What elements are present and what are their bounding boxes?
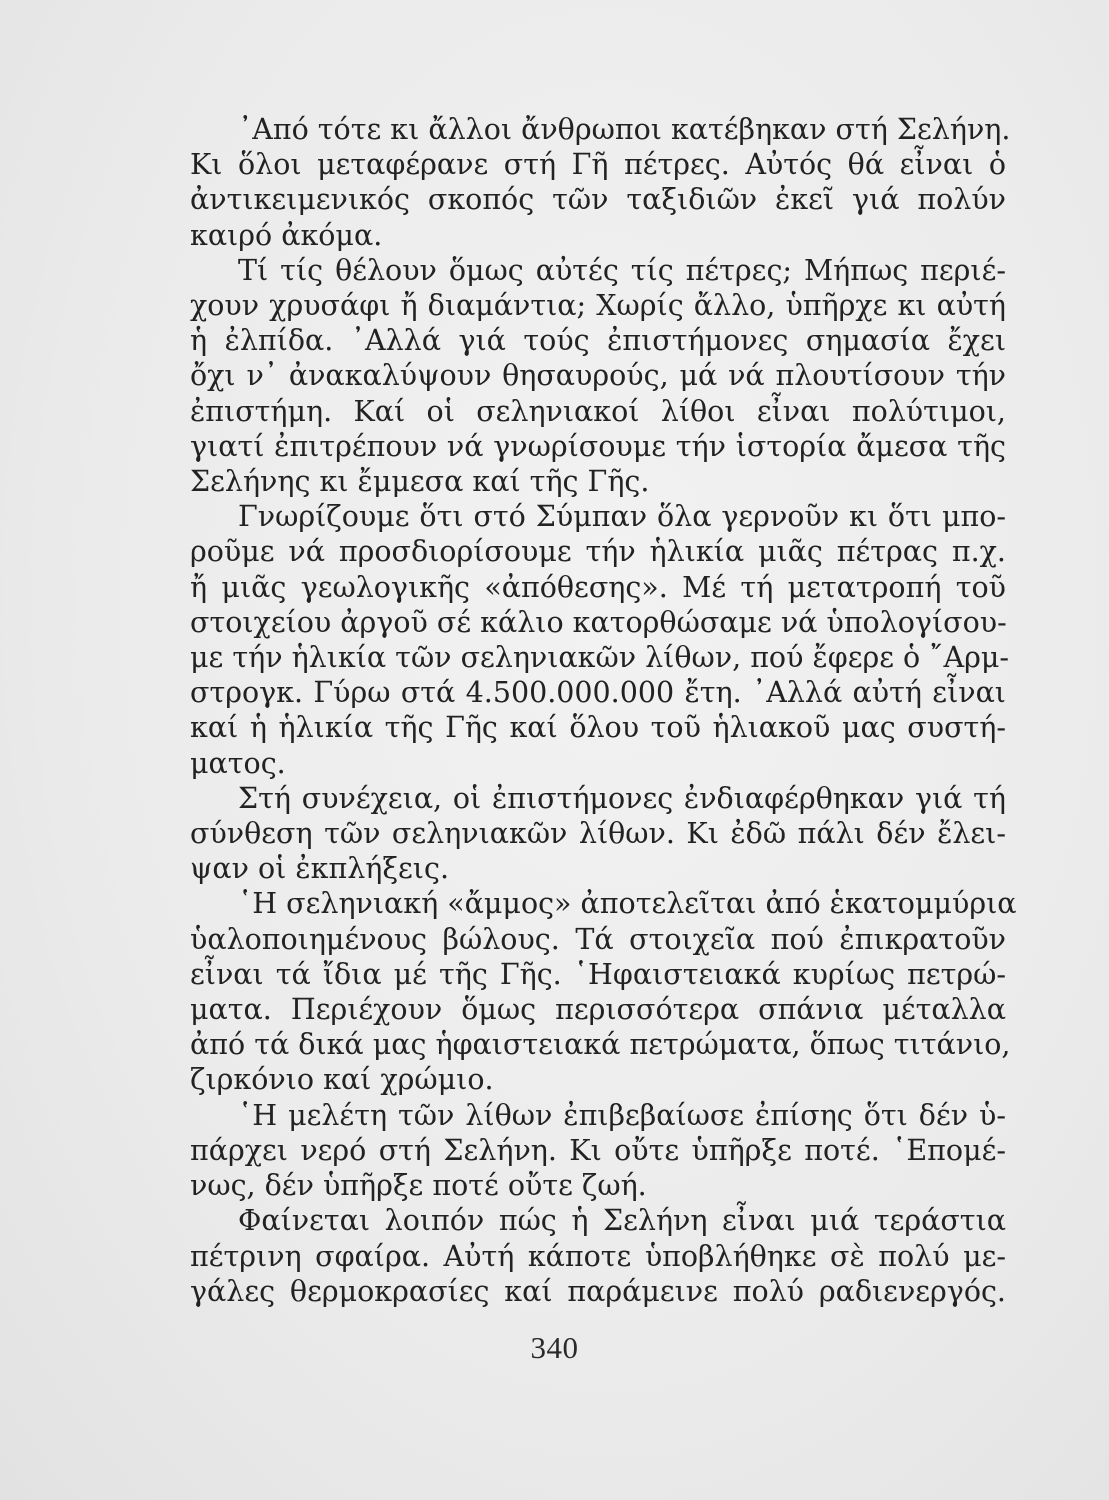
text-line: ἡ ἐλπίδα. ᾿Αλλά γιά τούς ἐπιστήμονες σημασία ἔχει bbox=[190, 324, 1006, 358]
text-line: εἶναι τά ἴδια μέ τῆς Γῆς. ῾Ηφαιστειακά κυρίως πετρώ- bbox=[190, 957, 1006, 991]
text-line: γάλες θερμοκρασίες καί παράμεινε πολύ ραδιενεργός. bbox=[190, 1274, 1006, 1308]
text-line: Κι ὅλοι μεταφέρανε στή Γῆ πέτρες. Αὐτός θά εἶναι ὁ bbox=[190, 148, 1006, 182]
text-line: ματος. bbox=[190, 746, 286, 780]
text-line: με τήν ἡλικία τῶν σεληνιακῶν λίθων, πού ἔφερε ὁ ῎Αρμ- bbox=[190, 641, 1010, 675]
text-line: στρογκ. Γύρω στά 4.500.000.000 ἔτη. ᾿Αλλά αὐτή εἶναι bbox=[190, 676, 1006, 710]
text-line: ὑαλοποιημένους βώλους. Τά στοιχεῖα πού ἐπικρατοῦν bbox=[190, 922, 1006, 956]
text-line: καιρό ἀκόμα. bbox=[190, 218, 383, 252]
text-line: ἤ μιᾶς γεωλογικῆς «ἀπόθεσης». Μέ τή μετατροπή τοῦ bbox=[190, 570, 1006, 604]
text-line: Γνωρίζουμε ὅτι στό Σύμπαν ὅλα γερνοῦν κι ὅτι μπο- bbox=[238, 500, 1006, 534]
text-line: ῾Η μελέτη τῶν λίθων ἐπιβεβαίωσε ἐπίσης ὅτι δέν ὑ- bbox=[238, 1098, 1006, 1132]
paragraph-5 bbox=[190, 886, 1017, 1097]
text-line: νως, δέν ὑπῆρξε ποτέ οὔτε ζωή. bbox=[190, 1169, 647, 1203]
text-line: ψαν οἱ ἐκπλήξεις. bbox=[190, 852, 450, 886]
text-line: ζιρκόνιο καί χρώμιο. bbox=[190, 1063, 494, 1097]
text-line: ροῦμε νά προσδιορίσουμε τήν ἡλικία μιᾶς πέτρας π.χ. bbox=[190, 535, 1006, 569]
text-line: ματα. Περιέχουν ὅμως περισσότερα σπάνια μέταλλα bbox=[190, 993, 1006, 1027]
text-line: στοιχείου ἀργοῦ σέ κάλιο κατορθώσαμε νά ὑπολογίσου- bbox=[190, 605, 1007, 639]
paragraph-4 bbox=[190, 781, 1006, 887]
text-line: Στή συνέχεια, οἱ ἐπιστήμονες ἐνδιαφέρθηκαν γιά τή bbox=[238, 781, 1006, 815]
text-line: γιατί ἐπιτρέπουν νά γνωρίσουμε τήν ἱστορία ἄμεσα τῆς bbox=[190, 429, 1006, 463]
text-line: ἐπιστήμη. Καί οἱ σεληνιακοί λίθοι εἶναι πολύτιμοι, bbox=[190, 394, 1006, 428]
paragraph-6 bbox=[190, 1098, 1006, 1204]
text-line: πάρχει νερό στή Σελήνη. Κι οὔτε ὑπῆρξε ποτέ. ῾Επομέ- bbox=[190, 1133, 1006, 1167]
text-line: Σελήνης κι ἔμμεσα καί τῆς Γῆς. bbox=[190, 465, 650, 499]
text-line: πέτρινη σφαίρα. Αὐτή κάποτε ὑποβλήθηκε σὲ πολύ με- bbox=[190, 1239, 1006, 1273]
paragraph-2 bbox=[190, 253, 1006, 499]
text-line: ὄχι ν᾿ ἀνακαλύψουν θησαυρούς, μά νά πλουτίσουν τήν bbox=[190, 359, 1006, 393]
text-line: ἀντικειμενικός σκοπός τῶν ταξιδιῶν ἐκεῖ γιά πολύν bbox=[190, 183, 1006, 217]
text-line: σύνθεση τῶν σεληνιακῶν λίθων. Κι ἐδῶ πάλι δέν ἔλει- bbox=[190, 817, 1006, 851]
page-number: 340 bbox=[530, 1330, 579, 1365]
paragraph-1 bbox=[190, 112, 1011, 253]
text-line: χουν χρυσάφι ἤ διαμάντια; Χωρίς ἄλλο, ὑπῆρχε κι αὐτή bbox=[190, 289, 1006, 323]
text-line: ἀπό τά δικά μας ἡφαιστειακά πετρώματα, ὅπως τιτάνιο, bbox=[190, 1028, 1011, 1062]
text-line: Τί τίς θέλουν ὅμως αὐτές τίς πέτρες; Μήπως περιέ- bbox=[238, 253, 1006, 287]
text-line: καί ἡ ἡλικία τῆς Γῆς καί ὅλου τοῦ ἡλιακοῦ μας συστή- bbox=[190, 711, 1006, 745]
text-line: ᾿Από τότε κι ἄλλοι ἄνθρωποι κατέβηκαν στή Σελήνη. bbox=[238, 113, 1011, 146]
text-line: Φαίνεται λοιπόν πώς ἡ Σελήνη εἶναι μιά τεράστια bbox=[238, 1204, 1006, 1238]
body-text bbox=[190, 112, 1017, 1309]
paragraph-7 bbox=[190, 1203, 1006, 1309]
text-line: ῾Η σεληνιακή «ἄμμος» ἀποτελεῖται ἀπό ἑκατομμύρια bbox=[238, 887, 1017, 921]
paragraph-3 bbox=[190, 499, 1010, 781]
